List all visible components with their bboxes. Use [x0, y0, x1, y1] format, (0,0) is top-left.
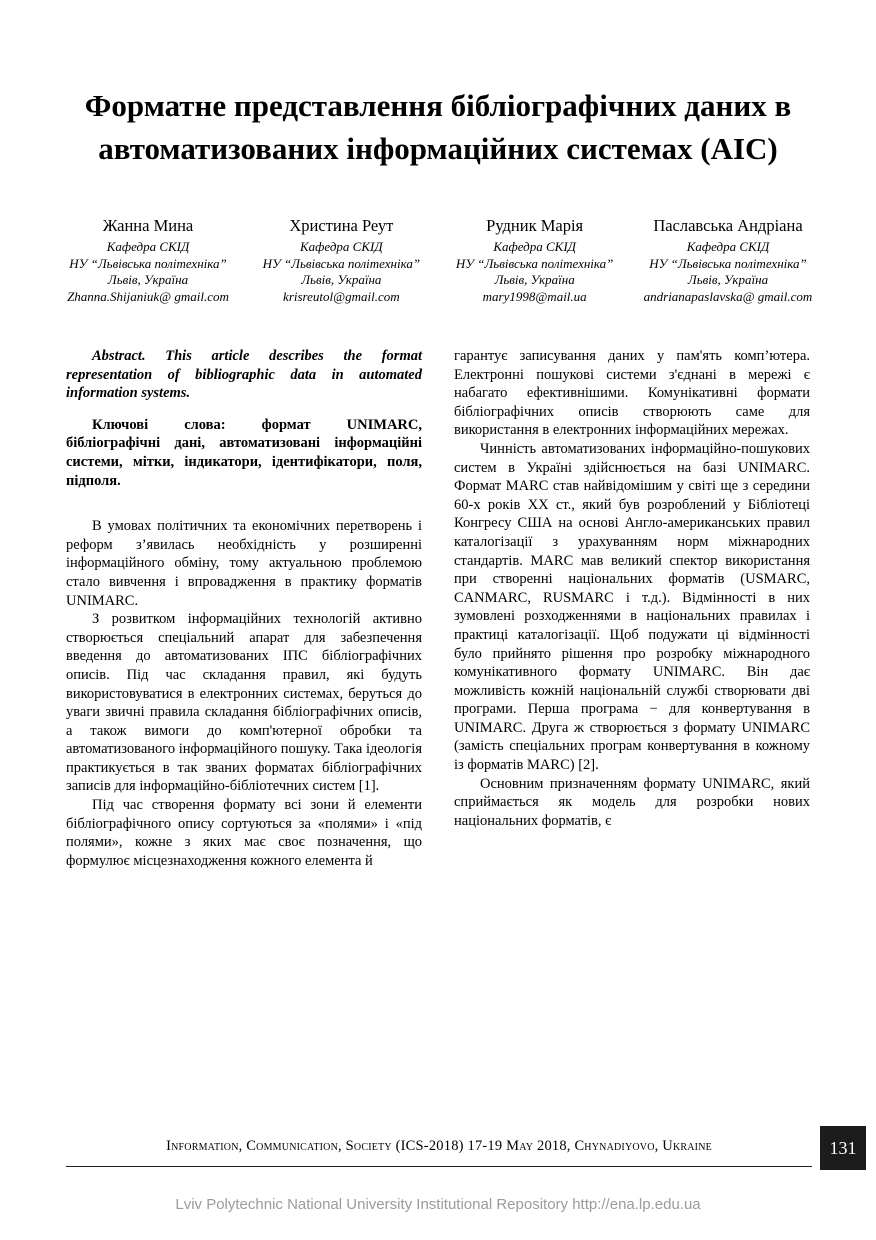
- paper-title: Форматне представлення бібліографічних даних в автоматизованих інформаційних системах (АІС): [84, 88, 792, 166]
- author-department: Кафедра СКІД: [493, 239, 576, 254]
- left-column: [66, 347, 422, 870]
- conference-footer: Information, Communication, Society (ICS-2018) 17-19 May 2018, Chynadiyovo, Ukraine: [66, 1138, 812, 1167]
- author-email: andrianapaslavska@ gmail.com: [643, 288, 813, 304]
- author-city: Львів, Україна: [107, 272, 189, 287]
- body-columns: [66, 347, 810, 870]
- author-city: Львів, Україна: [687, 272, 769, 287]
- author-university: НУ “Львівська політехніка”: [649, 255, 807, 271]
- author-block: [255, 216, 427, 305]
- abstract: Abstract. This article describes the format representation of bibliographic data in automated information systems.: [66, 348, 422, 402]
- author-university: НУ “Львівська політехніка”: [69, 255, 227, 271]
- author-name: Рудник Марія: [486, 216, 584, 235]
- author-block: [449, 216, 621, 305]
- paragraph: Основним призначенням формату UNIMARC, який сприймається як модель для розробки нових національних форматів, є: [454, 775, 810, 829]
- page-footer: [66, 1138, 812, 1167]
- author-department: Кафедра СКІД: [106, 239, 190, 254]
- author-block: [62, 216, 234, 305]
- author-university: НУ “Львівська політехніка”: [455, 255, 614, 271]
- author-name: Паславська Андріана: [653, 216, 803, 235]
- authors-row: [62, 216, 814, 305]
- keywords: Ключові слова: формат UNIMARC, бібліографічні дані, автоматизовані інформаційні системи, мітки, індикатори, ідентифікатори, поля, підполя.: [66, 416, 422, 489]
- paragraph: В умовах політичних та економічних перетворень і реформ з’явилась необхідність у розширенні інформаційного обміну, тому актуальною проблемою стало вивчення і впровадження в практику форматів UNIMARC.: [66, 518, 422, 609]
- author-city: Львів, Україна: [494, 272, 575, 287]
- author-email: Zhanna.Shijaniuk@ gmail.com: [67, 288, 229, 304]
- paragraph: гарантує записування даних у пам'ять комп’ютера. Електронні пошукові системи з'єднані в мережі є набагато ефективнішими. Комунікативні формати бібліографічних описів створюють саме для використання в електронних інформаційних мережах.: [454, 348, 810, 439]
- author-email: mary1998@mail.ua: [482, 288, 587, 304]
- author-department: Кафедра СКІД: [300, 239, 383, 254]
- paragraph: Чинність автоматизованих інформаційно-пошукових систем в Україні здійснюється на базі UNIMARC. Формат MARC став найвідомішим у світі ще з середини 60-х років XX ст., який був розроблений у Бібліотеці Конгресу США на основі Англо-американських правил каталогізації з урахуванням норм міжнародних стандартів. MARC мав великий спектор використання при створенні національних форматів (USMARC, CANMARC, RUSMARC і т.д.). Відмінності в них зумовлені розходженнями в національних правилах і практиці каталогізації. Щоб подужати ці відмінності було прийнято рішення про розробку міжнародного комунікативного формату UNIMARC. Він дає можливість кожній національній службі створювати дві програми. Перша програма − для конвертування в UNIMARC. Друга ж створюється з формату UNIMARC (замість спеціальних програм конвертування в кожному із форматів MARC) [2].: [454, 440, 810, 774]
- repository-link[interactable]: Lviv Polytechnic National University Institutional Repository http://ena.lp.edu.ua: [175, 1196, 701, 1213]
- author-department: Кафедра СКІД: [686, 239, 770, 254]
- author-name: Христина Реут: [289, 216, 394, 235]
- paragraph: З розвитком інформаційних технологій активно створюється спеціальний апарат для забезпечення введення до автоматизованих ІПС бібліографічних описів. Під час складання правил, які будуть використовуватися в електронних системах, беруться до уваги звичні правила складання бібліографічних описів, а також вимоги до комп'ютерної обробки та автоматизованого інформаційного пошуку. Така ідеологія практикується в так званих форматах бібліографічних записів для інформаційно-бібліотечних систем [1].: [66, 611, 422, 795]
- author-university: НУ “Львівська політехніка”: [262, 255, 421, 271]
- author-city: Львів, Україна: [301, 272, 382, 287]
- right-column: [454, 347, 810, 870]
- author-name: Жанна Мина: [102, 216, 194, 235]
- page-number-box: [820, 1126, 866, 1170]
- author-email: krisreutol@gmail.com: [283, 288, 400, 304]
- paragraph: Під час створення формату всі зони й елементи бібліографічного опису сортуються за «полями» і «під полями», кожне з яких має своє позначення, що формулює місцезнаходження кожного елемента й: [66, 797, 422, 869]
- author-block: [642, 216, 814, 305]
- page-number: 131: [829, 1137, 857, 1158]
